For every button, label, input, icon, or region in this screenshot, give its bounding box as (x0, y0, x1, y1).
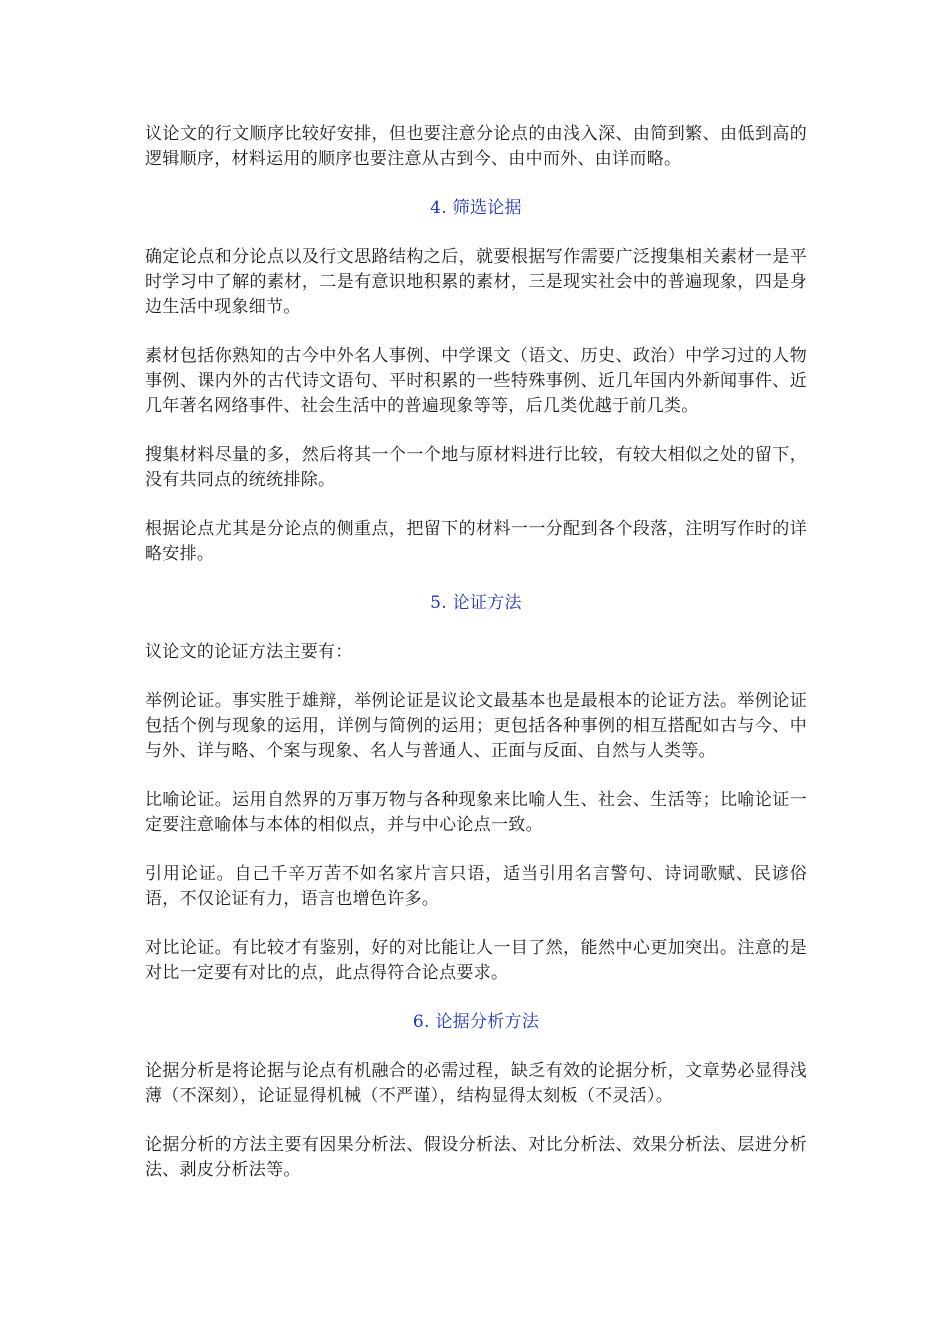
section-heading-screen-evidence: 4. 筛选论据 (430, 198, 522, 218)
section-heading-argument-methods: 5. 论证方法 (430, 593, 522, 613)
paragraph-metaphor-argument: 比喻论证。运用自然界的万事万物与各种现象来比喻人生、社会、生活等；比喻论证一定要注意喻体与本体的相似点，并与中心论点一致。 (145, 790, 807, 835)
paragraph-example-argument: 举例论证。事实胜于雄辩，举例论证是议论文最基本也是最根本的论证方法。举例论证包括个例与现象的运用，详例与简例的运用；更包括各种事例的相互搭配如古与今、中与外、详与略、个案与现象、名人与普通人、正面与反面、自然与人类等。 (145, 691, 807, 761)
section-heading-evidence-analysis: 6. 论据分析方法 (412, 1012, 540, 1032)
paragraph-compare-materials: 搜集材料尽量的多，然后将其一个一个地与原材料进行比较，有较大相似之处的留下，没有共同点的统统排除。 (145, 445, 807, 490)
paragraph-methods-intro: 议论文的论证方法主要有： (145, 642, 353, 662)
paragraph-analysis-definition: 论据分析是将论据与论点有机融合的必需过程，缺乏有效的论据分析，文章势必显得浅薄（不深刻），论证显得机械（不严谨），结构显得太刻板（不灵活）。 (145, 1061, 807, 1106)
paragraph-material-types: 素材包括你熟知的古今中外名人事例、中学课文（语文、历史、政治）中学习过的人物事例、课内外的古代诗文语句、平时积累的一些特殊事例、近几年国内外新闻事件、近几年著名网络事件、社会生活中的普遍现象等等，后几类优越于前几类。 (145, 346, 807, 416)
paragraph-collect-materials: 确定论点和分论点以及行文思路结构之后，就要根据写作需要广泛搜集相关素材一是平时学习中了解的素材，二是有意识地积累的素材，三是现实社会中的普遍现象，四是身边生活中现象细节。 (145, 247, 807, 317)
paragraph-writing-order: 议论文的行文顺序比较好安排，但也要注意分论点的由浅入深、由简到繁、由低到高的逻辑顺序，材料运用的顺序也要注意从古到今、由中而外、由详而略。 (145, 124, 807, 169)
paragraph-contrast-argument: 对比论证。有比较才有鉴别，好的对比能让人一目了然，能然中心更加突出。注意的是对比一定要有对比的点，此点得符合论点要求。 (145, 938, 807, 983)
paragraph-analysis-methods: 论据分析的方法主要有因果分析法、假设分析法、对比分析法、效果分析法、层进分析法、剥皮分析法等。 (145, 1135, 807, 1180)
paragraph-assign-materials: 根据论点尤其是分论点的侧重点，把留下的材料一一分配到各个段落，注明写作时的详略安排。 (145, 519, 807, 564)
document-page (145, 122, 807, 1207)
paragraph-quotation-argument: 引用论证。自己千辛万苦不如名家片言只语，适当引用名言警句、诗词歌赋、民谚俗语，不仅论证有力，语言也增色许多。 (145, 864, 807, 909)
